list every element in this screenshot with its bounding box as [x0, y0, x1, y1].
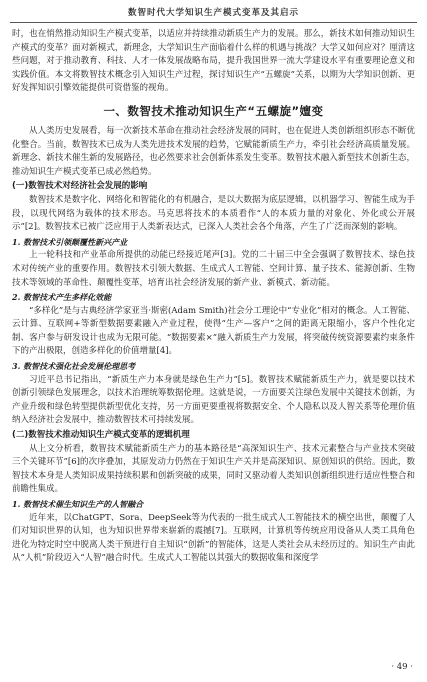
point-1-1-paragraph: 上一轮科技和产业革命所提供的动能已经接近尾声[3]。党的二十届三中全会强调了数智技术、绿色技术对传统产业的重要作用。数智技术引领大数据、生成式人工智能、空间计算、量子技术、能源创新、生物技术等领域的革命性、颠覆性变革，培育出社会经济发展的新产业、新模式、新动能。 [12, 250, 415, 288]
point-1-2-paragraph: “多样化”是与古典经济学家亚当·斯密(Adam Smith)社会分工理论中“专业化”相对的概念。人工智能、云计算、互联网+等新型数据要素融入产业过程，使得“生产—客户”之间的距离无限缩小，客户个性化定制、客户参与研发设计也成为无限可能。“数据要素×”融入新质生产力发展，将突破传统资源要素约束条件下的产出极限，创造多样化的价值增量[4]。 [12, 305, 415, 357]
point-1-3-title: 3. 数智技术强化社会发展伦理思考 [12, 361, 136, 372]
section-paragraph: 从人类历史发展看，每一次新技术革命在推动社会经济发展的同时，也在促进人类创新组织形态不断优化整合。当前，数智技术已成为人类先进技术发展的趋势，它赋能新质生产力，牵引社会经济高质量发展。新理念、新技术催生新的发展路径，也必然要求社会创新体系发生变革。数智技术融入新型技术创新生态，推动知识生产模式变革已成必然趋势。 [12, 125, 415, 177]
subsection-1-paragraph: 数智技术是数字化、网络化和智能化的有机融合，是以大数据为底层逻辑，以机器学习、智能生成为手段，以现代网络为载体的技术形态。马克思将技术的本质看作“人的本质力量的对象化、外化或公开展示”[2]。数智技术已被广泛应用于人类新表达式，已深入人类社会各个角落，产生了广泛而深刻的影响。 [12, 194, 415, 233]
subsection-2-title: (二)数智技术推动知识生产模式变革的逻辑机理 [12, 430, 190, 441]
point-1-3-paragraph: 习近平总书记指出，“新质生产力本身就是绿色生产力”[5]。数智技术赋能新质生产力，就是要以技术创新引领绿色发展理念，以技术治理统筹数据伦理。这就是说，一方面要关注绿色发展中关键技术创新，为产业升级和绿色转型提供新型优化支持，另一方面更要重视将数据安全、个人隐私以及人智关系等伦理价值纳入经济社会发展中，推动数智技术可持续发展。 [12, 374, 415, 426]
point-2-1-paragraph: 近年来，以ChatGPT、Sora、DeepSeek等为代表的一批生成式人工智能技术的横空出世，颠覆了人们对知识世界的认知，也为知识世界带来崭新的震撼[7]。互联网，计算机等传统应用设备从人类工具角色进化为特定时空中脱离人类干预进行自主知识“创新”的智能体，这是人类社会从未经历过的。知识生产由此从“人机”阶段迈入“人智”融合时代。生成式人工智能以其强大的数据收集和深度学 [12, 512, 415, 564]
point-1-2-title: 2. 数智技术产生多样化效能 [12, 292, 112, 303]
point-2-1-title: 1. 数智技术催生知识生产的人智融合 [12, 499, 144, 509]
point-1-1-title: 1. 数智技术引领颠覆性新兴产业 [12, 236, 128, 247]
page-number: · 49 · [391, 662, 413, 672]
header-rule [10, 22, 417, 23]
subsection-2-paragraph: 从上文分析看，数智技术赋能新质生产力的基本路径是“高深知识生产、技术元素整合与产业技术突破三个关键环节”[6]的次序叠加，其原发动力仍然在于知识生产关并是高深知识、原创知识的供给。因此，数智技术本身是人类知识成果持续积累和创新突破的成果，同时又驱动着人类知识创新组织进行适应性整合和前瞻性集成。 [12, 443, 415, 495]
running-header: 数智时代大学知识生产模式变革及其启示 [127, 8, 299, 18]
section-title: 一、数智技术推动知识生产“五螺旋”嬗变 [103, 103, 324, 118]
intro-paragraph: 时，也在悄然推动知识生产模式变革，以适应并持续推动新质生产力的发展。那么，新技术如何推动知识生产模式的变革？面对新模式，新理念，大学知识生产面临着什么样的机遇与挑战？大学又如何应对？厘清这些问题，对于推动教育、科技、人才一体发展战略布局，提升我国世界一流大学建设水平有重要理论意义和实践价值。本文将数智技术概念引入知识生产过程，探讨知识生产“五螺旋”关系，以期为大学知识创新、更好发挥知识引擎效能提供可资借鉴的视角。 [12, 29, 415, 94]
page-body [12, 28, 415, 566]
subsection-1-title: (一)数智技术对经济社会发展的影响 [12, 181, 148, 192]
